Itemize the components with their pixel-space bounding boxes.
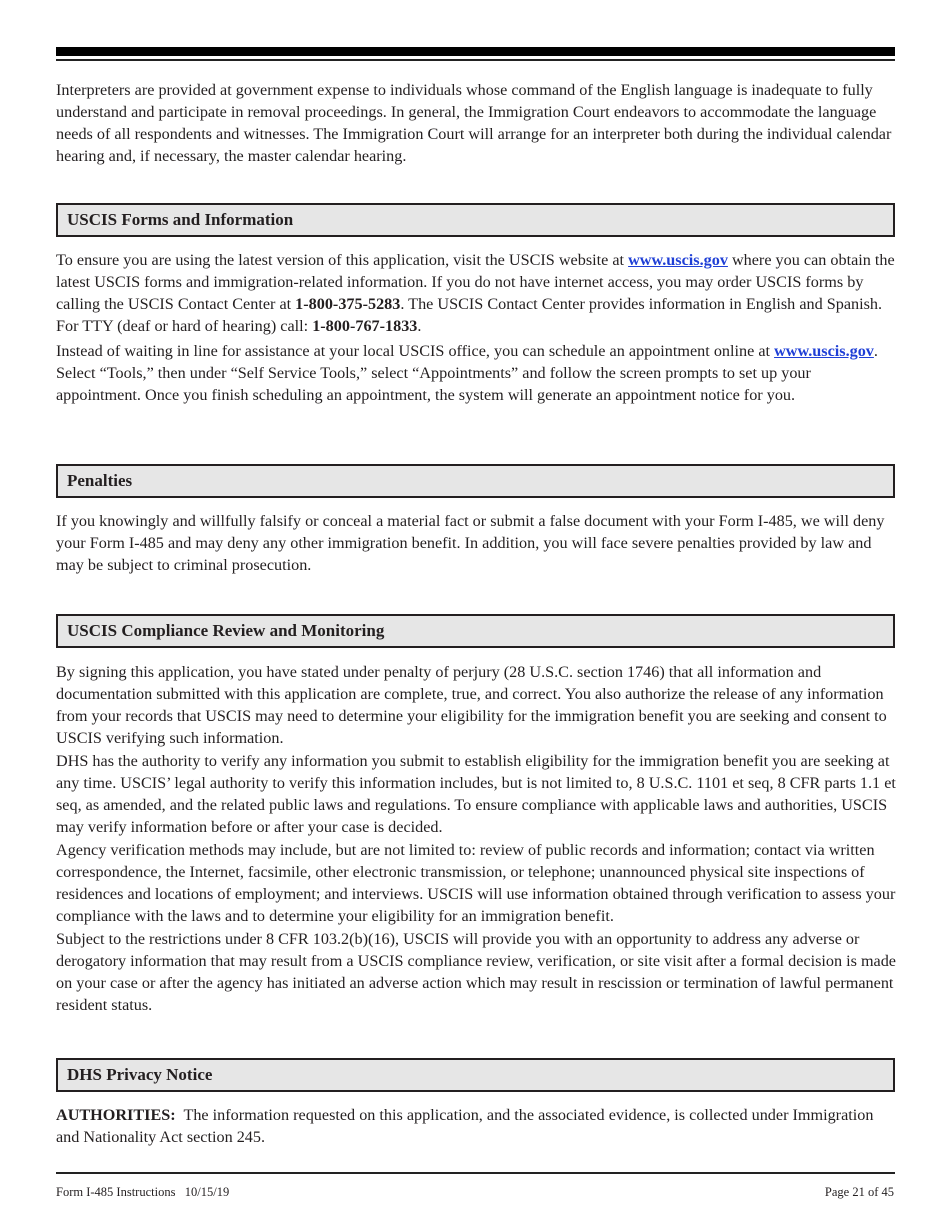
top-rule-thick [56,47,895,56]
section-title: Penalties [67,471,133,490]
text: . Select “Tools,” then under “Self Service Tools,” select “Appointments” and follow the screen prompts to set up your appointment. Once you finish scheduling an appointment, the system will generate an appointment notice for you. [56,342,878,404]
compliance-paragraph: DHS has the authority to verify any information you submit to establish eligibility for the immigration benefit you are seeking at any time. USCIS’ legal authority to verify this information includes, but is not limited to, 8 U.S.C. 1101 et seq, 8 CFR parts 1.1 et seq, as amended, and the related public laws and regulations. To ensure compliance with applicable laws and authorities, USCIS may verify information before or after your case is decided. [56,752,896,836]
text: . The USCIS Contact Center provides information in English and Spanish. For TTY (deaf or hard of hearing) call: [56,295,883,335]
forms-paragraph-2 [56,340,896,406]
section-header-forms [56,203,895,237]
forms-paragraph-1 [56,249,896,337]
footer-rule [56,1172,895,1174]
interpreters-paragraph: Interpreters are provided at government expense to individuals whose command of the English language is inadequate to fully understand and participate in removal proceedings. In general, the Immigration Court endeavors to accommodate the language needs of all respondents and witnesses. The Immigration Court will arrange for an interpreter both during the individual calendar hearing and, if necessary, the master calendar hearing. [56,81,892,165]
text: The information requested on this application, and the associated evidence, is collected under Immigration and Nationality Act section 245. [56,1106,878,1146]
section-title: USCIS Compliance Review and Monitoring [67,621,385,640]
uscis-website-link[interactable]: www.uscis.gov [628,251,728,269]
section-header-penalties [56,464,895,498]
text: Instead of waiting in line for assistance at your local USCIS office, you can schedule an appointment online at [56,342,775,360]
text: To ensure you are using the latest version of this application, visit the USCIS website at [56,251,629,269]
top-rule-thin [56,59,895,61]
section-title: DHS Privacy Notice [67,1065,213,1084]
authorities-paragraph [56,1104,896,1148]
tty-phone: 1-800-767-1833 [312,317,418,335]
section-title: USCIS Forms and Information [67,210,294,229]
authorities-label: AUTHORITIES: [56,1106,176,1124]
section-header-compliance [56,614,895,648]
footer-page-number: Page 21 of 45 [824,1185,894,1199]
uscis-website-link[interactable]: www.uscis.gov [774,342,874,360]
text: where you can obtain the latest USCIS forms and immigration-related information. If you do not have internet access, you may order USCIS forms by calling the USCIS Contact Center at [56,251,895,313]
compliance-paragraph: Subject to the restrictions under 8 CFR 103.2(b)(16), USCIS will provide you with an opportunity to address any adverse or derogatory information that may result from a USCIS compliance review, verification, or site visit after a formal decision is made on your case or after the agency has initiated an adverse action which may result in rescission or termination of lawful permanent resident status. [56,930,896,1014]
section-header-privacy [56,1058,895,1092]
contact-center-phone: 1-800-375-5283 [295,295,401,313]
penalties-paragraph: If you knowingly and willfully falsify or conceal a material fact or submit a false document with your Form I-485, we will deny your Form I-485 and may deny any other immigration benefit. In addition, you will face severe penalties provided by law and may be subject to criminal prosecution. [56,512,885,574]
text: . [417,317,422,335]
compliance-paragraph: Agency verification methods may include, but are not limited to: review of public records and information; contact via written correspondence, the Internet, facsimile, other electronic transmission, or telephone; unannounced physical site inspections of residences and locations of employment; and interviews. USCIS will use information obtained through verification to assess your compliance with the laws and to determine your eligibility for an immigration benefit. [56,841,896,925]
compliance-paragraph: By signing this application, you have stated under penalty of perjury (28 U.S.C. section 1746) that all information and documentation submitted with this application are complete, true, and correct. You also authorize the release of any information from your records that USCIS may need to determine your eligibility for the immigration benefit you are seeking and consent to USCIS verifying such information. [56,663,887,747]
footer-form-id: Form I-485 Instructions 10/15/19 [56,1185,230,1199]
